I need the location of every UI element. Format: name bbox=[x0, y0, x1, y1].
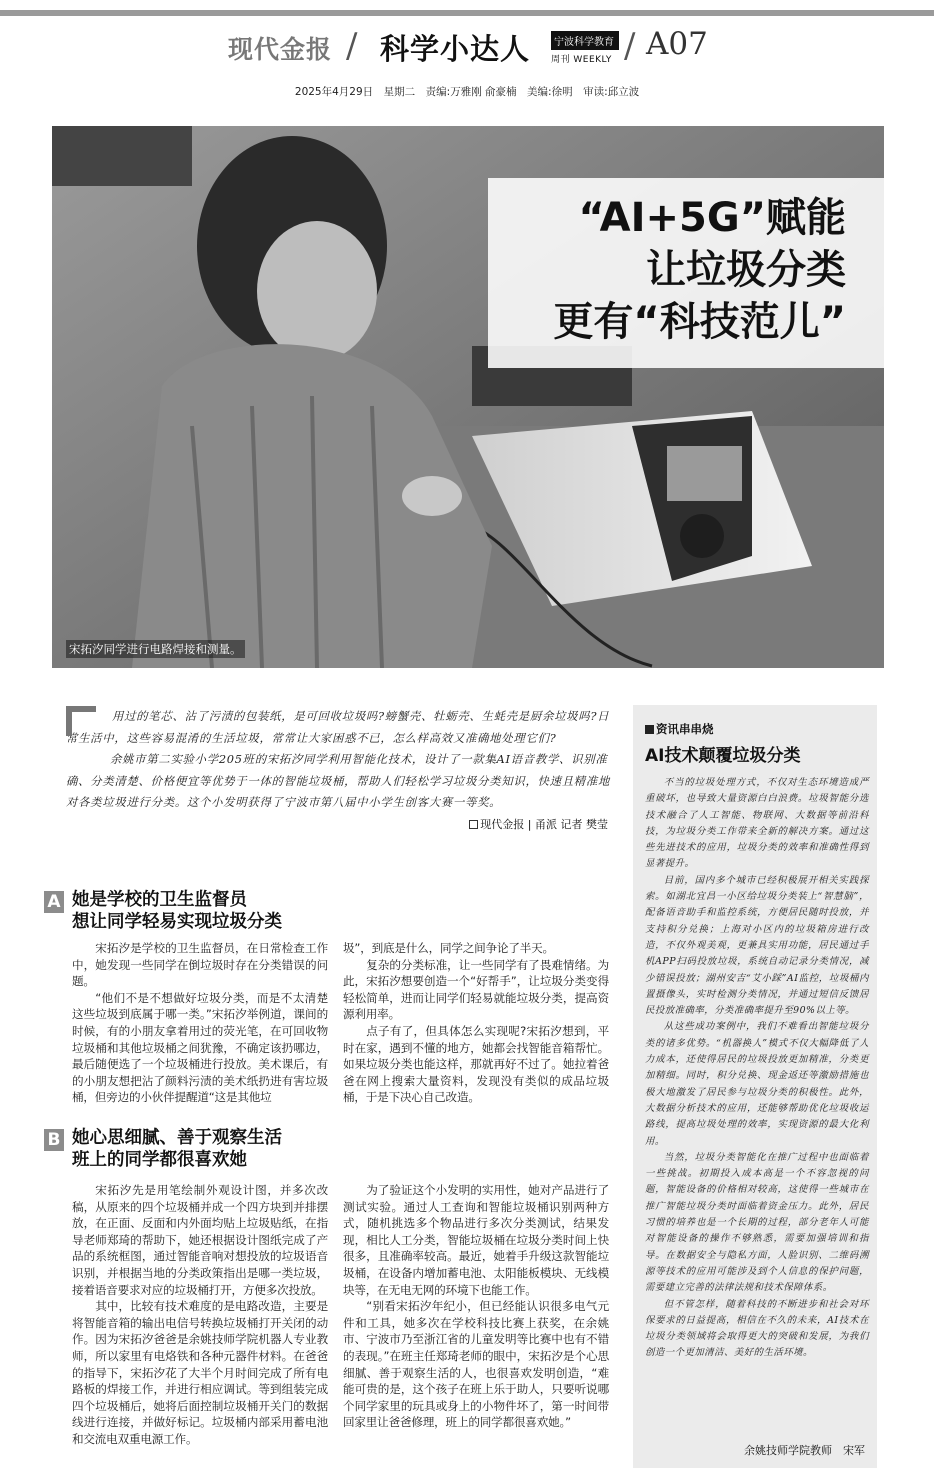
sidebar-box bbox=[633, 705, 877, 1468]
photo-caption: 宋拓汐同学进行电路焊接和测量。 bbox=[66, 640, 245, 658]
headline-line-2: 让垃圾分类 bbox=[646, 247, 846, 293]
paragraph: 目前，国内多个城市已经积极展开相关实践探索。如湖北宜昌一小区给垃圾分类装上“智慧脑”，配备语音助手和监控系统，方便居民随时投放，并支持积分兑换；上海对小区内的垃圾箱房进行改造，不仅外观美观，更兼具实用功能，居民通过手机APP扫码投放垃圾，系统自动记录分类情况，减少错误投放；湖州安吉“艾小踩”AI监控，垃圾桶内置摄像头，实时检测分类情况，并通过短信反馈居民投放准确率，分类准确率提升至90%以上等。 bbox=[645, 874, 869, 1017]
lead-text-1: 用过的笔芯、沾了污渍的包装纸，是可回收垃圾吗?螃蟹壳、牡蛎壳、生蚝壳是厨余垃圾吗?日常生活中，这些容易混淆的生活垃圾，常常让大家困惑不已，怎么样高效又准确地处理它们? bbox=[66, 709, 610, 745]
subhead-line-1: 她心思细腻、善于观察生活 bbox=[72, 1128, 282, 1148]
sidebar-label bbox=[645, 721, 714, 737]
headline-line-3: 更有“科技范儿” bbox=[553, 299, 846, 345]
page-number: A07 bbox=[646, 26, 708, 62]
sidebar-label-text: 资讯串串烧 bbox=[656, 722, 714, 736]
sidebar-body bbox=[645, 775, 869, 1362]
headline-line-1: “AI+5G”赋能 bbox=[578, 195, 846, 241]
column-b-right bbox=[343, 1182, 609, 1431]
subhead-letter: A bbox=[44, 891, 64, 913]
sidebar-signature: 余姚技师学院教师 宋军 bbox=[744, 1444, 865, 1457]
paragraph: 宋拓汐先是用笔绘制外观设计图，并多次改稿，从原来的四个垃圾桶并成一个四方块到并排摆放，在正面、反面和内外面均贴上垃圾贴纸，在指导老师郑琦的帮助下，她还根据设计图纸完成了产品的系统框图，通过智能音响对想投放的垃圾语音识别，并根据当地的分类政策指出是哪一类垃圾，接着语音要求对应的垃圾桶打开，方便多次投放。 bbox=[72, 1183, 328, 1297]
column-a-right bbox=[343, 940, 609, 1106]
headline-panel bbox=[488, 178, 884, 368]
paragraph: “他们不是不想做好垃圾分类，而是不太清楚这些垃圾到底属于哪一类。”宋拓汐举例道，课间的时候，有的小朋友拿着用过的荧光笔，在可回收物垃圾桶和其他垃圾桶之间犹豫，不确定该扔哪边，最后随便选了一个垃圾桶进行投放。美术课后，有的小朋友想把沾了颜料污渍的美术纸扔进有害垃圾桶，但旁边的小伙伴提醒道“这是其他垃 bbox=[72, 990, 328, 1105]
subhead-title bbox=[72, 1127, 282, 1171]
divider-slash: / bbox=[624, 26, 636, 66]
byline bbox=[66, 816, 608, 832]
paragraph: 不当的垃圾处理方式，不仅对生态环境造成严重破坏，也导致大量资源白白浪费。垃圾智能分选技术融合了人工智能、物联网、大数据等前沿科技，为垃圾分类工作带来全新的解决方案。通过这些先进技术的应用，垃圾分类的效率和准确性得到显著提升。 bbox=[645, 777, 869, 870]
subhead-title bbox=[72, 889, 282, 933]
column-b-left bbox=[72, 1182, 328, 1448]
subhead-line-2: 班上的同学都很喜欢她 bbox=[72, 1150, 247, 1170]
masthead bbox=[0, 26, 934, 70]
subhead-letter: B bbox=[44, 1129, 64, 1151]
badge-bottom-text: 周刊 WEEKLY bbox=[551, 55, 612, 65]
paragraph: 复杂的分类标准，让一些同学有了畏难情绪。为此，宋拓汐想要创造一个“好帮手”，让垃圾分类变得轻松简单，进而让同学们轻易就能垃圾分类，提高资源利用率。 bbox=[343, 957, 609, 1022]
square-icon bbox=[645, 725, 654, 734]
section-title: 科学小达人 bbox=[380, 32, 531, 66]
sidebar-title: AI技术颠覆垃圾分类 bbox=[645, 746, 801, 766]
subhead-line-1: 她是学校的卫生监督员 bbox=[72, 890, 247, 910]
paragraph: 点子有了，但具体怎么实现呢?宋拓汐想到，平时在家，遇到不懂的地方，她都会找智能音箱帮忙。如果垃圾分类也能这样，那就再好不过了。她拉着爸爸在网上搜索大量资料，发现没有类似的成品垃圾桶，于是下决心自己改造。 bbox=[343, 1023, 609, 1105]
top-rule bbox=[0, 10, 934, 16]
lead-paragraph bbox=[66, 706, 614, 832]
quote-bracket bbox=[66, 706, 96, 736]
paragraph: 从这些成功案例中，我们不难看出智能垃圾分类的诸多优势。“机器换人”模式不仅大幅降低了人力成本，还使得居民的垃圾投放更加精准，分类更加精细。同时，积分兑换、现金返还等激励措施也极大地激发了居民参与垃圾分类的积极性。此外，大数据分析技术的应用，还能够帮助优化垃圾收运路线，提高垃圾处理的效率，实现资源的最大化利用。 bbox=[645, 1021, 869, 1147]
divider-slash: / bbox=[346, 26, 358, 66]
paragraph: 宋拓汐是学校的卫生监督员，在日常检查工作中，她发现一些同学在倒垃圾时存在分类错误的问题。 bbox=[72, 941, 328, 989]
hero-photo bbox=[52, 126, 884, 668]
byline-box-icon bbox=[469, 820, 478, 829]
badge-top-text: 宁波科学教育 bbox=[551, 31, 619, 50]
column-a-left bbox=[72, 940, 328, 1106]
subhead-line-2: 想让同学轻易实现垃圾分类 bbox=[72, 912, 282, 932]
newspaper-brand: 现代金报 bbox=[228, 35, 333, 64]
lead-text-2: 余姚市第二实验小学205班的宋拓汐同学利用智能化技术，设计了一款集AI语音教学、识别准确、分类清楚、价格便宜等优势于一体的智能垃圾桶，帮助人们轻松学习垃圾分类知识，快速且精准地对各类垃圾进行分类。这个小发明获得了宁波市第八届中小学生创客大赛一等奖。 bbox=[66, 752, 611, 809]
headline bbox=[553, 192, 846, 348]
paragraph: 为了验证这个小发明的实用性，她对产品进行了测试实验。通过人工查询和智能垃圾桶识别两种方式，随机挑选多个物品进行多次分类测试，结果发现，相比人工分类，智能垃圾桶在垃圾分类时间上快很多，且准确率较高。最近，她着手升级这款智能垃圾桶，在设备内增加蓄电池、太阳能板模块、无线模块等，在无电无网的环境下也能工作。 bbox=[343, 1183, 609, 1297]
paragraph: 但不管怎样，随着科技的不断进步和社会对环保要求的日益提高，相信在不久的未来，AI技术在垃圾分类领域将会取得更大的突破和发展，为我们创造一个更加清洁、美好的生活环境。 bbox=[645, 1298, 869, 1359]
paragraph: 其中，比较有技术难度的是电路改造，主要是将智能音箱的输出电信号转换垃圾桶打开关闭的动作。因为宋拓汐爸爸是余姚技师学院机器人专业教师，所以家里有电烙铁和各种元器件材料。在爸爸的指导下，宋拓汐花了大半个月时间完成了所有电路板的焊接工作，并进行相应调试。等到组装完成四个垃圾桶后，她将后面控制垃圾桶开关门的数据线进行连接，并做好标记。垃圾桶内部采用蓄电池和交流电双重电源工作。 bbox=[72, 1299, 328, 1446]
dateline: 2025年4月29日 星期二 责编:万雅刚 俞豪楠 美编:徐明 审读:邱立波 bbox=[294, 86, 640, 98]
paragraph: 圾”，到底是什么，同学之间争论了半天。 bbox=[343, 941, 554, 955]
paragraph: “别看宋拓汐年纪小，但已经能认识很多电气元件和工具，她多次在学校科技比赛上获奖，在余姚市、宁波市乃至浙江省的儿童发明等比赛中也有不错的表现。”在班主任郑琦老师的眼中，宋拓汐是个心思细腻、善于观察生活的人，也很喜欢发明创造，“难能可贵的是，这个孩子在班上乐于助人，只要听说哪个同学家里的玩具或身上的小物件坏了，第一时间带回家里让爸爸修理，班上的同学都很喜欢她。” bbox=[343, 1299, 609, 1430]
byline-text: 现代金报 | 甬派 记者 樊莹 bbox=[480, 817, 608, 831]
paragraph: 当然，垃圾分类智能化在推广过程中也面临着一些挑战。初期投入成本高是一个不容忽视的问题，智能设备的价格相对较高，这使得一些城市在推广智能垃圾分类时面临着资金压力。此外，居民习惯的培养也是一个长期的过程，部分老年人可能对智能设备的操作不够熟悉，需要加强培训和指导。在数据安全与隐私方面，人脸识别、二维码溯源等技术的应用可能涉及到个人信息的保护问题，需要建立完善的法律法规和技术保障体系。 bbox=[645, 1151, 869, 1294]
section-badge bbox=[551, 31, 619, 65]
